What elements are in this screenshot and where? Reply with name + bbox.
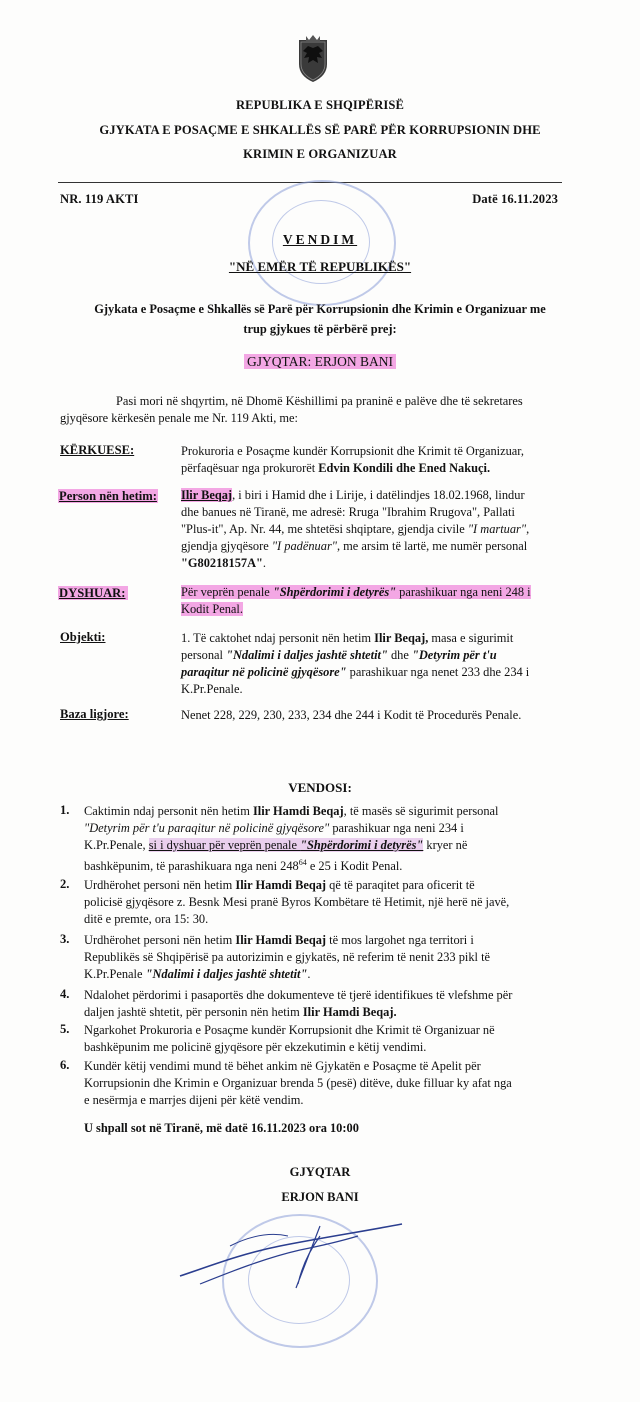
decision-item-1: Caktimin ndaj personit nën hetim Ilir Hamdi Beqaj, të masës së sigurimit personal "Detyrim për t'u paraqitur në policinë gjyqësore" parashikuar nga neni 234 i K.Pr.Penale, si i dyshuar për veprën penale "Shpërdorimi i detyrës" kryer në bashkëpunim, të parashikuara nga neni $248^{64}$ e 25 i Kodit Penal. — [84, 804, 499, 874]
objekti-text: 1. Të caktohet ndaj personit nën hetim Ilir Beqaj, masa e sigurimit personal "Ndalimi i daljes jashtë shtetit" dhe "Detyrim për t'u paraqitur në policinë gjyqësore" parashikuar nga nenet 233 dhe 234 i K.Pr.Penale. — [181, 630, 571, 698]
decision-item-4-number: 4. — [60, 987, 70, 1001]
decision-item-6-number: 6. — [60, 1058, 70, 1072]
coat-of-arms-emblem — [296, 34, 330, 84]
announcement-line: U shpall sot në Tiranë, më datë 16.11.2023 ora 10:00 — [84, 1121, 359, 1135]
kerkuese-line1: Prokuroria e Posaçme kundër Korrupsionit dhe Krimit të Organizuar, — [181, 444, 525, 458]
court-name-line2: KRIMIN E ORGANIZUAR — [243, 147, 397, 161]
court-composition-line2: trup gjykues të përbërë prej: — [243, 322, 397, 336]
court-name-line1: GJYKATA E POSAÇME E SHKALLËS SË PARË PËR KORRUPSIONIN DHE — [99, 123, 541, 137]
dyshuar-label-wrap — [58, 584, 128, 602]
person-name: Ilir Beqaj — [181, 488, 233, 502]
decision-item-5: Ngarkohet Prokuroria e Posaçme kundër Korrupsionit dhe Krimit të Organizuar në bashkëpunim me policinë gjyqësore për ekzekutimin e këtij vendimi. — [84, 1023, 495, 1054]
prosecutors-names: Edvin Kondili dhe Ened Nakuçi. — [318, 461, 491, 475]
dyshuar-text: Për veprën penale "Shpërdorimi i detyrës" parashikuar nga neni 248 i Kodit Penal. — [181, 585, 531, 616]
handwritten-signature — [170, 1206, 410, 1296]
kerkuese-line2: përfaqësuar nga prokurorët Edvin Kondili dhe Ened Nakuçi. — [181, 461, 491, 475]
dyshuar-line2: Kodit Penal. — [181, 602, 243, 616]
dyshuar-label: DYSHUAR: — [58, 586, 128, 600]
personal-number: "G80218157A" — [181, 556, 263, 570]
in-name-of-republic: "NË EMËR TË REPUBLIKËS" — [228, 259, 412, 274]
vendosi-title: VENDOSI: — [288, 780, 352, 795]
decision-item-4: Ndalohet përdorimi i pasaportës dhe dokumenteve të tjerë identifikues të vlefshme për daljen jashtë shtetit, për personin nën hetim Ilir Hamdi Beqaj. — [84, 988, 513, 1019]
person-label-wrap — [58, 487, 158, 505]
person-line2: dhe banues në Tiranë, me adresë: Rruga "Ibrahim Rrugova", Pallati — [181, 505, 515, 519]
decision-item-6: Kundër këtij vendimi mund të bëhet ankim në Gjykatën e Posaçme të Apelit për Korrupsionin dhe Krimin e Organizuar brenda 5 (pesë) ditëve, duke filluar ky afat nga e nesërmja e marrjes dijeni për këtë vendim. — [84, 1059, 512, 1107]
baza-text: Nenet 228, 229, 230, 233, 234 dhe 244 i Kodit të Procedurës Penale. — [181, 708, 522, 722]
decision-item-1-number: 1. — [60, 803, 70, 817]
person-label: Person nën hetim: — [59, 489, 157, 503]
republic-title: REPUBLIKA E SHQIPËRISË — [235, 98, 405, 112]
judge-name-highlight: GJYQTAR: ERJON BANI — [244, 354, 396, 369]
decision-item-2-number: 2. — [60, 877, 70, 891]
act-date: Datë 16.11.2023 — [472, 192, 558, 206]
signature-role: GJYQTAR — [289, 1165, 351, 1179]
person-text: Ilir Beqaj, i biri i Hamid dhe i Lirije, i datëlindjes 18.02.1968, lindur dhe banues në Tiranë, me adresë: Rruga "Ibrahim Rrugova", Pallati "Plus-it", Ap. Nr. 44, me shtetësi shqiptare, gjendja civile "I martuar", gjendja gjyqësore "I padënuar", me arsim të lartë, me numër personal "G80218157A". — [181, 487, 571, 572]
decision-title: VENDIM — [282, 232, 358, 247]
decision-item-3-number: 3. — [60, 932, 70, 946]
judge-line — [0, 353, 640, 371]
baza-label: Baza ligjore: — [60, 707, 129, 721]
decision-item-3: Urdhërohet personi nën hetim Ilir Hamdi Beqaj të mos largohet nga territori i Republikës së Shqipërisë pa autorizimin e gjykatës, në referim të nenit 233 pikl të K.Pr.Penale "Ndalimi i daljes jashtë shtetit". — [84, 933, 491, 981]
decision-item-5-number: 5. — [60, 1022, 70, 1036]
signature-name: ERJON BANI — [281, 1190, 359, 1204]
objekti-line4: K.Pr.Penale. — [181, 682, 243, 696]
intro-paragraph-line1: Pasi mori në shqyrtim, në Dhomë Këshillimi pa praninë e palëve dhe të sekretares — [116, 394, 523, 408]
act-number: NR. 119 AKTI — [60, 192, 139, 206]
kerkuese-label: KËRKUESE: — [60, 443, 135, 457]
court-composition-line1: Gjykata e Posaçme e Shkallës së Parë për Korrupsionin dhe Krimin e Organizuar me — [94, 302, 546, 316]
kerkuese-text — [181, 443, 571, 477]
objekti-label: Objekti: — [60, 630, 106, 644]
decision-item-2: Urdhërohet personi nën hetim Ilir Hamdi Beqaj që të paraqitet para oficerit të policisë gjyqësore z. Besnk Mesi pranë Byros Kombëtare të Hetimit, një herë në javë, ditë e premte, ora 15: 30. — [84, 878, 510, 926]
intro-paragraph-line2: gjyqësore kërkesën penale me Nr. 119 Akti, me: — [60, 411, 298, 425]
